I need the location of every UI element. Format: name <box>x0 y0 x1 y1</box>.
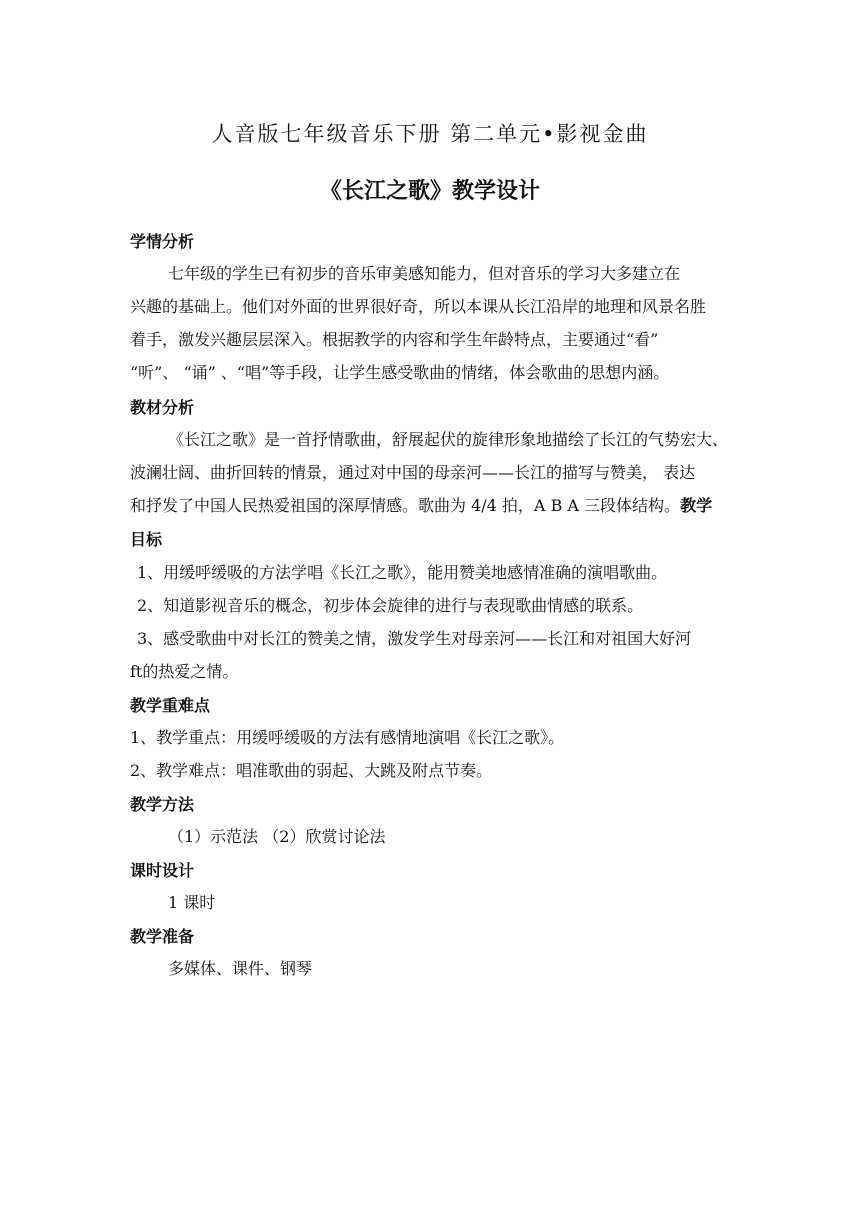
section-heading-goals-part2: 目标 <box>130 530 163 549</box>
lesson-hours-text: 1 课时 <box>168 893 216 912</box>
paragraph-line <box>130 496 712 516</box>
section-heading-key-points: 教学重难点 <box>130 696 211 715</box>
section-heading-goals-part1: 教学 <box>680 496 713 515</box>
paragraph-line: 七年级的学生已有初步的音乐审美感知能力，但对音乐的学习大多建立在 <box>168 264 681 283</box>
document-title: 《长江之歌》教学设计 <box>319 179 540 204</box>
preparation-text: 多媒体、课件、钢琴 <box>168 959 313 978</box>
goal-item-1: 1、用缓呼缓吸的方法学唱《长江之歌》，能用赞美地感情准确的演唱歌曲。 <box>137 563 668 582</box>
section-heading-methods: 教学方法 <box>130 795 195 814</box>
paragraph-line: 《长江之歌》是一首抒情歌曲，舒展起伏的旋律形象地描绘了长江的气势宏大、 <box>168 430 729 449</box>
key-point-2: 2、教学难点：唱准歌曲的弱起、大跳及附点节奏。 <box>130 761 493 780</box>
paragraph-line: “听”、 “诵” 、“唱”等手段，让学生感受歌曲的情绪，体会歌曲的思想内涵。 <box>130 363 670 382</box>
paragraph-line: 兴趣的基础上。他们对外面的世界很好奇，所以本课从长江沿岸的地理和风景名胜 <box>130 297 707 316</box>
methods-text: （1）示范法 （2）欣赏讨论法 <box>168 827 386 846</box>
section-heading-lesson-hours: 课时设计 <box>130 861 195 880</box>
goal-item-3-continued: ft的热爱之情。 <box>130 662 239 681</box>
goal-item-2: 2、知道影视音乐的概念，初步体会旋律的进行与表现歌曲情感的联系。 <box>137 596 644 615</box>
section-heading-material-analysis: 教材分析 <box>130 398 195 417</box>
paragraph-line: 波澜壮阔、曲折回转的情景，通过对中国的母亲河——长江的描写与赞美， 表达 <box>130 463 696 482</box>
section-heading-preparation: 教学准备 <box>130 927 195 946</box>
section-heading-learner-analysis: 学情分析 <box>130 232 195 251</box>
key-point-1: 1、教学重点：用缓呼缓吸的方法有感情地演唱《长江之歌》。 <box>130 728 565 747</box>
goal-item-3: 3、感受歌曲中对长江的赞美之情，激发学生对母亲河——长江和对祖国大好河 <box>137 629 692 648</box>
paragraph-text: 和抒发了中国人民热爱祖国的深厚情感。歌曲为 4/4 拍，A B A 三段体结构。 <box>130 496 681 515</box>
document-subtitle: 人音版七年级音乐下册 第二单元•影视金曲 <box>211 122 649 146</box>
paragraph-line: 着手，激发兴趣层层深入。根据教学的内容和学生年龄特点，主要通过“看” <box>130 330 659 349</box>
